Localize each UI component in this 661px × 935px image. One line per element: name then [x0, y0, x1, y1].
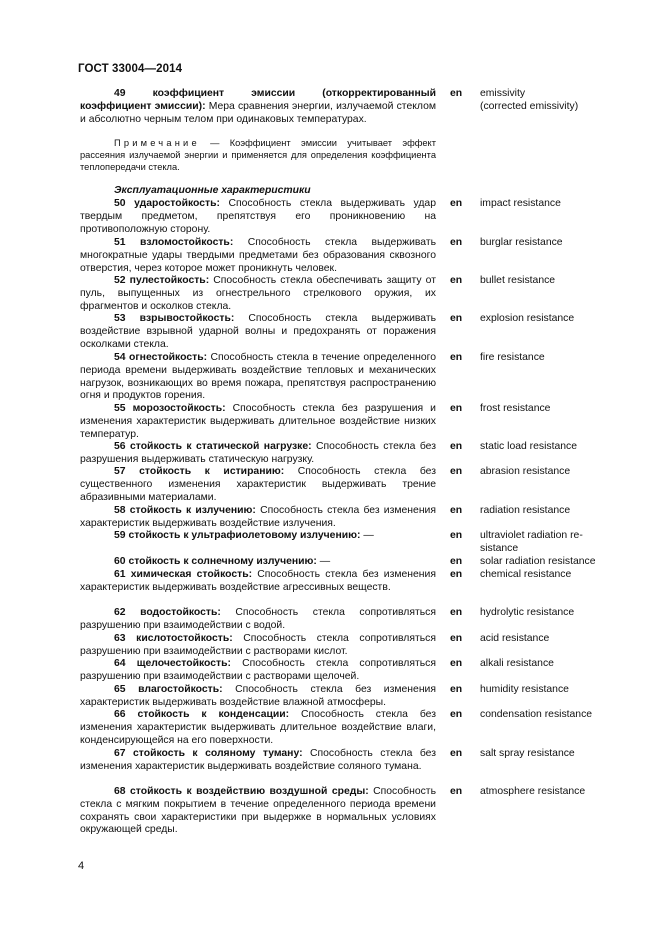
term-definition: [80, 607, 436, 633]
document-header: ГОСТ 33004—2014: [78, 63, 183, 75]
note-text: — Коэффициент эмиссии учитывает эффект рассеяния излучаемой энергии и применяется для определения коэффициента теплопередачи стекла.: [80, 138, 436, 172]
term-definition: [80, 709, 436, 747]
definition-text: Способность стекла без изменения характеристик выдерживать воздействие соляного тумана.: [80, 748, 436, 772]
language-code: en: [450, 505, 463, 516]
term-en: burglar resistance: [480, 237, 563, 248]
language-code: en: [450, 569, 463, 580]
term-definition: [80, 684, 436, 710]
term-en: impact resistance: [480, 198, 561, 209]
term-ru: 57 стойкость к истиранию:: [114, 466, 285, 477]
term-ru: 58 стойкость к излучению:: [114, 505, 256, 516]
definition-text: Способность стекла выдерживать воздействие взрывной ударной волны и предохранять от поражения осколками стекла.: [80, 313, 436, 350]
term-definition: [80, 530, 436, 543]
term-en: explosion resistance: [480, 313, 575, 324]
language-code: en: [450, 403, 463, 414]
term-ru: 59 стойкость к ультрафиолетовому излучению:: [114, 530, 361, 541]
language-code: en: [450, 607, 463, 618]
language-code: en: [450, 352, 463, 363]
term-ru: 63 кислотостойкость:: [114, 633, 233, 644]
note: [80, 137, 436, 173]
term-en: emissivity (corrected emissivity): [480, 88, 579, 112]
term-ru: 50 ударостойкость:: [114, 198, 220, 209]
term-en: condensation resistance: [480, 709, 593, 720]
term-definition: [80, 275, 436, 313]
term-definition: [80, 441, 436, 467]
definition-text: Способность стекла сопротивляться разрушению при взаимодействии с растворами кислот.: [80, 633, 436, 657]
language-code: en: [450, 633, 463, 644]
language-code: en: [450, 198, 463, 209]
term-ru: 62 водостойкость:: [114, 607, 221, 618]
term-en: atmosphere resistance: [480, 786, 586, 797]
term-definition: [80, 633, 436, 659]
language-code: en: [450, 786, 463, 797]
language-code: en: [450, 275, 463, 286]
term-ru: 61 химическая стойкость:: [114, 569, 253, 580]
section-heading: Эксплуатационные характеристики: [114, 185, 311, 196]
term-definition: [80, 748, 436, 774]
term-definition: [80, 352, 436, 403]
term-definition: [80, 466, 436, 504]
page-number: 4: [78, 860, 85, 872]
term-en: humidity resistance: [480, 684, 569, 695]
definition-text: Способность стекла без изменения характеристик выдерживать воздействие агрессивных веществ.: [80, 569, 436, 593]
definition-text: —: [360, 530, 374, 541]
term-ru: 51 взломостойкость:: [114, 237, 234, 248]
term-definition: [80, 505, 436, 531]
definition-text: Способность стекла без разрушения выдерживать статическую нагрузку.: [80, 441, 436, 465]
definition-text: Способность стекла без изменения характеристик выдерживать длительное воздействие влаги, конденсирующейся на его поверхности.: [80, 709, 436, 746]
term-definition: [80, 198, 436, 236]
term-ru: 52 пулестойкость:: [114, 275, 210, 286]
definition-text: Мера сравнения энергии, излучаемой стеклом и абсолютно черным телом при одинаковых температурах.: [80, 100, 436, 125]
definition-text: Способность стекла без существенного изменения характеристик выдерживать трение абразивными материалами.: [80, 466, 436, 503]
language-code: en: [450, 88, 463, 99]
language-code: en: [450, 466, 463, 477]
term-en: chemical resistance: [480, 569, 572, 580]
term-en: abrasion resistance: [480, 466, 571, 477]
term-definition: [80, 88, 436, 126]
term-en: ultraviolet radiation re- sistance: [480, 530, 583, 554]
term-en: salt spray resistance: [480, 748, 575, 759]
language-code: en: [450, 658, 463, 669]
term-ru: 64 щелочестойкость:: [114, 658, 231, 669]
term-definition: [80, 313, 436, 351]
term-ru: 60 стойкость к солнечному излучению:: [114, 556, 317, 567]
definition-text: Способность стекла без изменения характеристик выдерживать воздействие влажной атмосферы.: [80, 684, 436, 708]
term-ru: 54 огнестойкость:: [114, 352, 208, 363]
language-code: en: [450, 709, 463, 720]
definition-text: Способность стекла в течение определенного периода времени выдерживать воздействие тепловых и механических нагрузок, возникающих во время пожара, препятствуя распространению огня и продуктов горения.: [80, 352, 436, 402]
definition-text: Способность стекла без изменения характеристик выдерживать воздействие излучения.: [80, 505, 436, 529]
term-en: hydrolytic resistance: [480, 607, 575, 618]
term-ru: 66 стойкость к конденсации:: [114, 709, 290, 720]
term-ru: 65 влагостойкость:: [114, 684, 223, 695]
term-definition: [80, 556, 436, 569]
term-en: alkali resistance: [480, 658, 554, 669]
term-ru: 55 морозостойкость:: [114, 403, 226, 414]
note-label: Примечание: [114, 138, 200, 148]
term-en: solar radiation resistance: [480, 556, 596, 567]
term-en: acid resistance: [480, 633, 550, 644]
language-code: en: [450, 313, 463, 324]
language-code: en: [450, 748, 463, 759]
definition-text: Способность стекла сопротивляться разрушению при взаимодействии с растворами щелочей.: [80, 658, 436, 682]
term-definition: [80, 786, 436, 837]
term-definition: [80, 237, 436, 275]
definition-text: Способность стекла обеспечивать защиту от пуль, выпущенных из огнестрельного стрелкового оружия, их фрагментов и осколков стекла.: [80, 275, 436, 312]
term-en: bullet resistance: [480, 275, 556, 286]
term-ru: 56 стойкость к статической нагрузке:: [114, 441, 312, 452]
language-code: en: [450, 530, 463, 541]
language-code: en: [450, 684, 463, 695]
definition-text: Способность стекла выдерживать многократные удары твердыми предметами без образования сквозного отверстия, через которое может проникнуть человек.: [80, 237, 436, 274]
term-ru: 67 стойкость к соляному туману:: [114, 748, 303, 759]
term-en: frost resistance: [480, 403, 551, 414]
term-en: static load resistance: [480, 441, 578, 452]
language-code: en: [450, 556, 463, 567]
term-definition: [80, 658, 436, 684]
language-code: en: [450, 237, 463, 248]
term-en: radiation resistance: [480, 505, 571, 516]
term-ru: 68 стойкость к воздействию воздушной среды:: [114, 786, 369, 797]
language-code: en: [450, 441, 463, 452]
term-definition: [80, 569, 436, 595]
definition-text: Способность стекла сопротивляться разрушению при взаимодействии с водой.: [80, 607, 436, 631]
term-ru: 53 взрывостойкость:: [114, 313, 235, 324]
term-en: fire resistance: [480, 352, 545, 363]
definition-text: —: [316, 556, 331, 567]
term-ru: 49 коэффициент эмиссии (откорректированный коэффициент эмиссии):: [80, 88, 436, 112]
definition-text: Способность стекла без разрушения и изменения характеристик выдерживать длительное воздействие низких температур.: [80, 403, 436, 440]
term-definition: [80, 403, 436, 441]
definition-text: Способность стекла с мягким покрытием в течение определенного периода времени сохранять свои характеристики при выдержке в нормальных условиях окружающей среды.: [80, 786, 436, 836]
definition-text: Способность стекла выдерживать удар твердым предметом, препятствуя его проникновению на противоположную сторону.: [80, 198, 436, 235]
